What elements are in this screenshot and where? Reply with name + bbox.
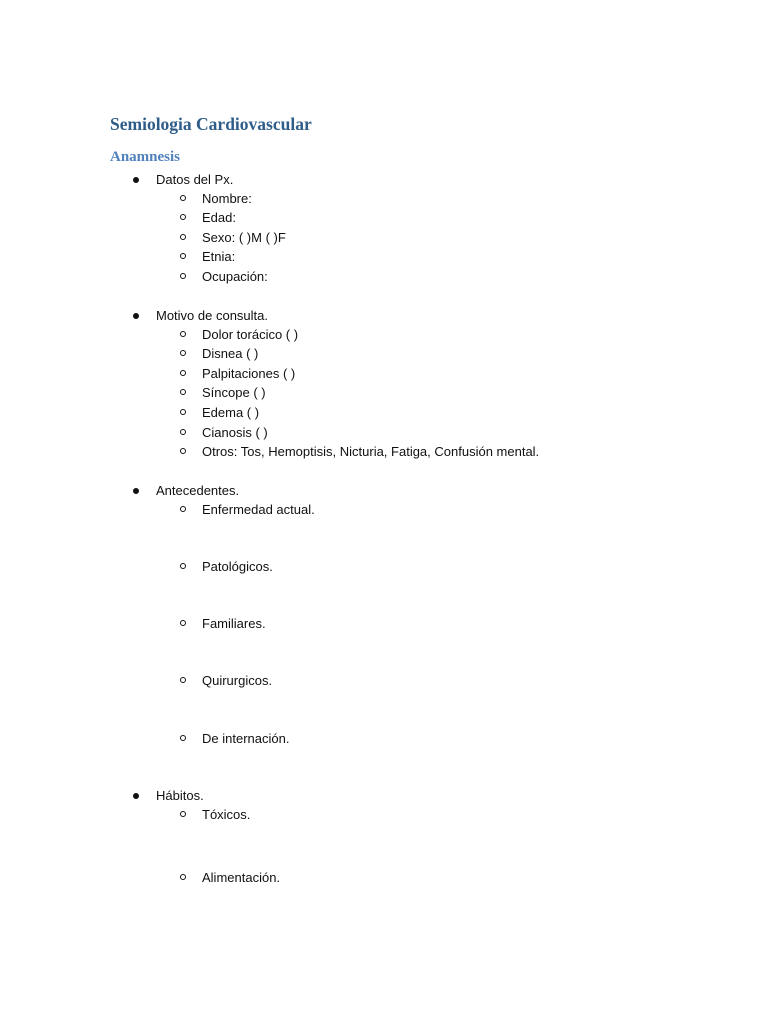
bullet-icon: [133, 313, 139, 319]
circle-bullet-icon: [180, 350, 186, 356]
sub-item-patologicos: Patológicos.: [202, 559, 273, 574]
circle-bullet-icon: [180, 620, 186, 626]
sub-item-cianosis: Cianosis ( ): [202, 425, 268, 440]
circle-bullet-icon: [180, 429, 186, 435]
sub-item-toxicos: Tóxicos.: [202, 807, 251, 822]
sub-item-otros: Otros: Tos, Hemoptisis, Nicturia, Fatiga, Confusión mental.: [202, 444, 540, 459]
circle-bullet-icon: [180, 195, 186, 201]
circle-bullet-icon: [180, 506, 186, 512]
document-title: Semiologia Cardiovascular: [110, 114, 312, 134]
circle-bullet-icon: [180, 811, 186, 817]
sub-item-edad: Edad:: [202, 210, 236, 225]
bullet-icon: [133, 793, 139, 799]
list-item-datos: Datos del Px.: [156, 172, 234, 187]
sub-item-alimentacion: Alimentación.: [202, 870, 281, 885]
sub-item-dolor-toracico: Dolor torácico ( ): [202, 327, 299, 342]
circle-bullet-icon: [180, 234, 186, 240]
sub-item-internacion: De internación.: [202, 731, 290, 746]
sub-item-edema: Edema ( ): [202, 405, 260, 420]
list-item-motivo: Motivo de consulta.: [156, 308, 269, 323]
circle-bullet-icon: [180, 253, 186, 259]
circle-bullet-icon: [180, 214, 186, 220]
section-heading-anamnesis: Anamnesis: [110, 149, 181, 165]
circle-bullet-icon: [180, 331, 186, 337]
circle-bullet-icon: [180, 448, 186, 454]
circle-bullet-icon: [180, 874, 186, 880]
sub-item-quirurgicos: Quirurgicos.: [202, 673, 273, 688]
sub-item-familiares: Familiares.: [202, 616, 266, 631]
circle-bullet-icon: [180, 409, 186, 415]
circle-bullet-icon: [180, 677, 186, 683]
sub-item-etnia: Etnia:: [202, 249, 236, 264]
sub-item-nombre: Nombre:: [202, 191, 252, 206]
circle-bullet-icon: [180, 563, 186, 569]
bullet-icon: [133, 177, 139, 183]
circle-bullet-icon: [180, 735, 186, 741]
sub-item-sincope: Síncope ( ): [202, 385, 266, 400]
circle-bullet-icon: [180, 273, 186, 279]
bullet-icon: [133, 488, 139, 494]
list-item-habitos: Hábitos.: [156, 788, 204, 803]
sub-item-palpitaciones: Palpitaciones ( ): [202, 366, 296, 381]
sub-item-disnea: Disnea ( ): [202, 346, 259, 361]
circle-bullet-icon: [180, 389, 186, 395]
circle-bullet-icon: [180, 370, 186, 376]
list-item-antecedentes: Antecedentes.: [156, 483, 240, 498]
sub-item-sexo: Sexo: ( )M ( )F: [202, 230, 286, 245]
sub-item-enfermedad-actual: Enfermedad actual.: [202, 502, 315, 517]
sub-item-ocupacion: Ocupación:: [202, 269, 268, 284]
